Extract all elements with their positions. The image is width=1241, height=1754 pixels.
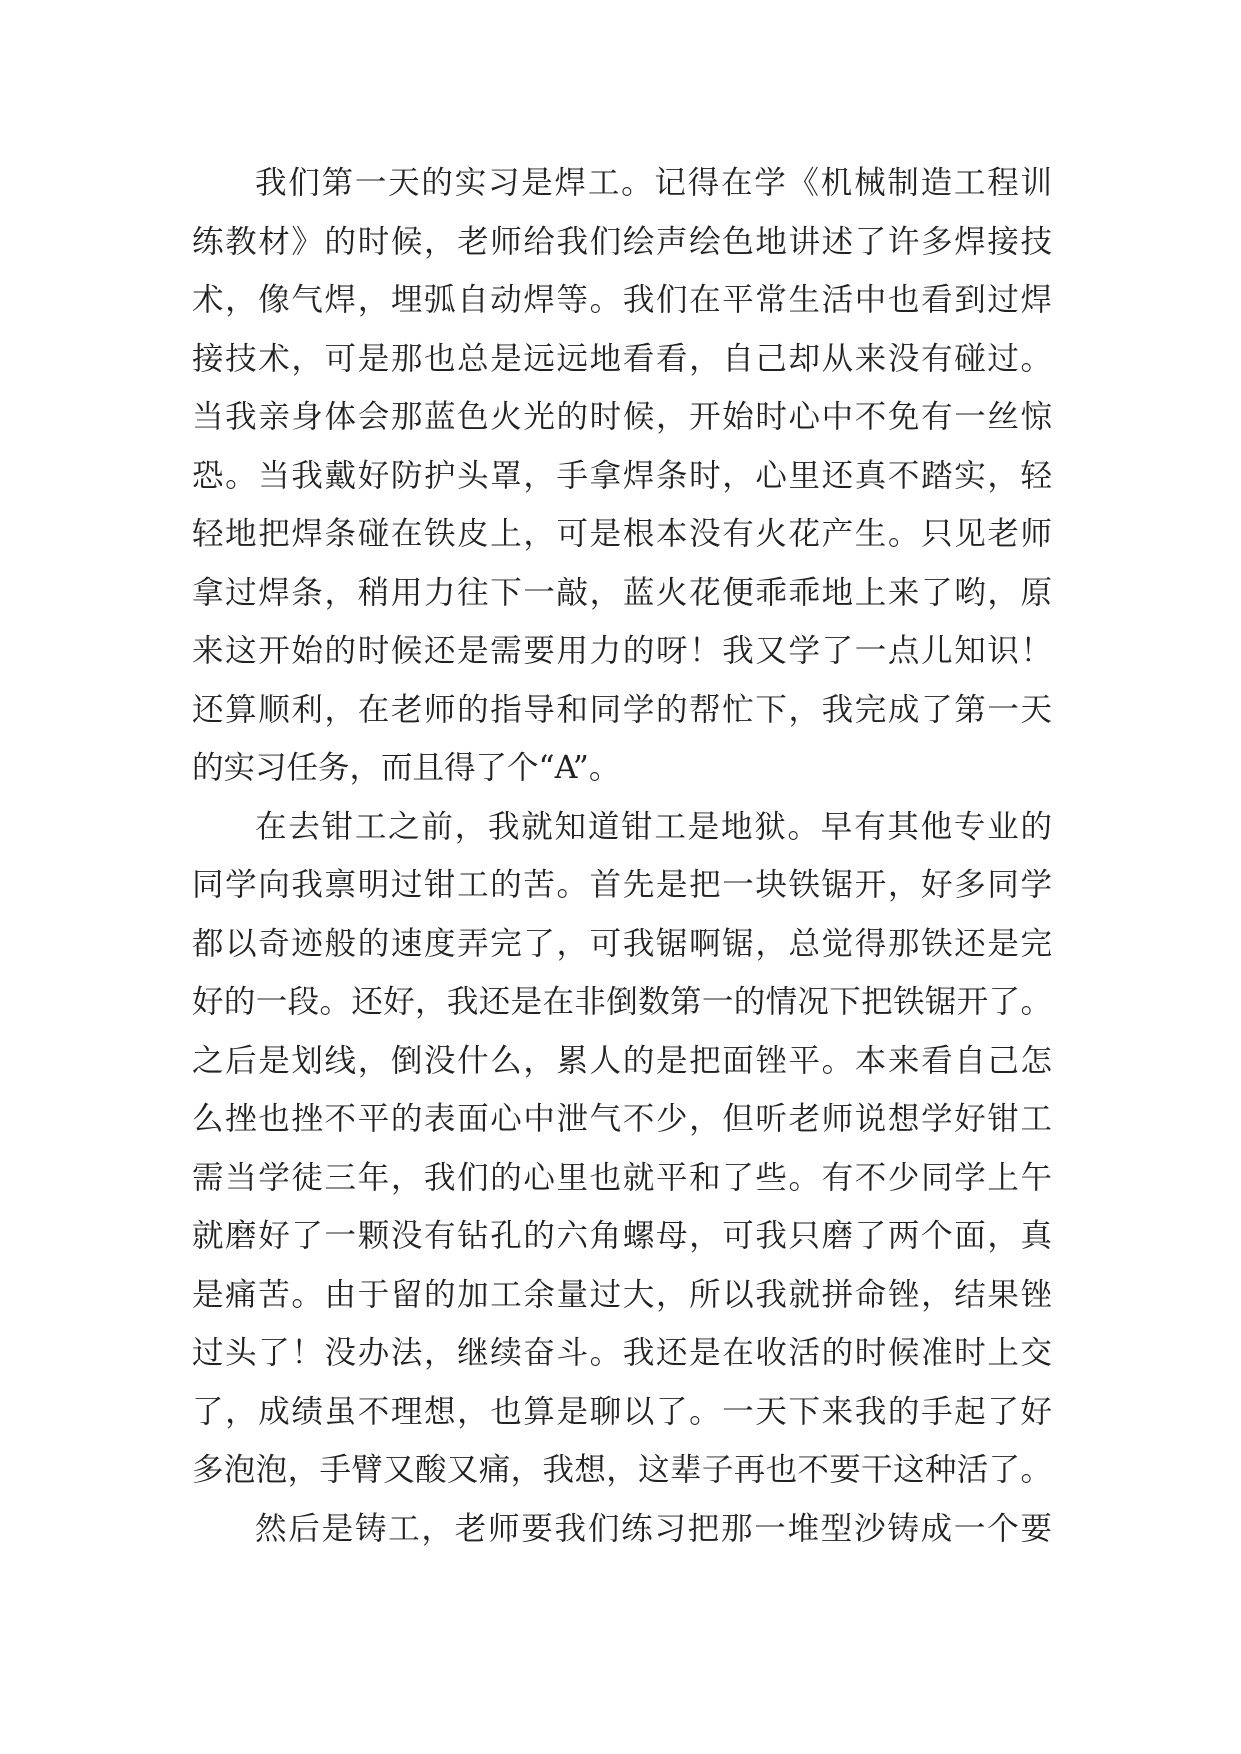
text-line: 了，成绩虽不理想，也算是聊以了。一天下来我的手起了好 [192, 1393, 1052, 1430]
text-line: 好的一段。还好，我还是在非倒数第一的情况下把铁锯开了。 [192, 984, 1052, 1020]
text-line: 就磨好了一颗没有钻孔的六角螺母，可我只磨了两个面，真 [192, 1218, 1052, 1254]
paragraph-casting [192, 1500, 1052, 1559]
text-line: 还算顺利，在老师的指导和同学的帮忙下，我完成了第一天 [192, 691, 1052, 728]
text-line: 在去钳工之前，我就知道钳工是地狱。早有其他专业的 [255, 808, 1052, 845]
text-line: 当我亲身体会那蓝色火光的时候，开始时心中不免有一丝惊 [192, 399, 1052, 435]
text-line: 同学向我禀明过钳工的苦。首先是把一块铁锯开，好多同学 [192, 867, 1052, 903]
text-line: 多泡泡，手臂又酸又痛，我想，这辈子再也不要干这种活了。 [192, 1452, 1052, 1488]
text-line: 之后是划线，倒没什么，累人的是把面锉平。本来看自己怎 [192, 1042, 1052, 1079]
text-line: 来这开始的时候还是需要用力的呀！我又学了一点儿知识！ [192, 633, 1052, 669]
text-line: 术，像气焊，埋弧自动焊等。我们在平常生活中也看到过焊 [192, 282, 1052, 318]
text-line: 过头了！没办法，继续奋斗。我还是在收活的时候准时上交 [192, 1335, 1052, 1371]
paragraph-welding [192, 154, 1052, 798]
text-line: 接技术，可是那也总是远远地看看，自己却从来没有碰过。 [192, 340, 1052, 377]
text-line: 么挫也挫不平的表面心中泄气不少，但听老师说想学好钳工 [192, 1101, 1052, 1137]
text-line: 然后是铸工，老师要我们练习把那一堆型沙铸成一个要 [255, 1510, 1052, 1547]
text-line: 的实习任务，而且得了个“A”。 [192, 750, 621, 786]
text-line: 恐。当我戴好防护头罩，手拿焊条时，心里还真不踏实，轻 [192, 457, 1052, 494]
text-line: 轻地把焊条碰在铁皮上，可是根本没有火花产生。只见老师 [192, 516, 1052, 552]
text-line: 练教材》的时候，老师给我们绘声绘色地讲述了许多焊接技 [192, 223, 1052, 260]
document-body [192, 154, 1052, 1558]
text-line: 是痛苦。由于留的加工余量过大，所以我就拼命锉，结果锉 [192, 1276, 1052, 1313]
text-line: 拿过焊条，稍用力往下一敲，蓝火花便乖乖地上来了哟，原 [192, 574, 1052, 611]
text-line: 我们第一天的实习是焊工。记得在学《机械制造工程训 [255, 165, 1052, 201]
paragraph-fitter [192, 798, 1052, 1500]
text-line: 需当学徒三年，我们的心里也就平和了些。有不少同学上午 [192, 1159, 1052, 1196]
text-line: 都以奇迹般的速度弄完了，可我锯啊锯，总觉得那铁还是完 [192, 925, 1052, 962]
